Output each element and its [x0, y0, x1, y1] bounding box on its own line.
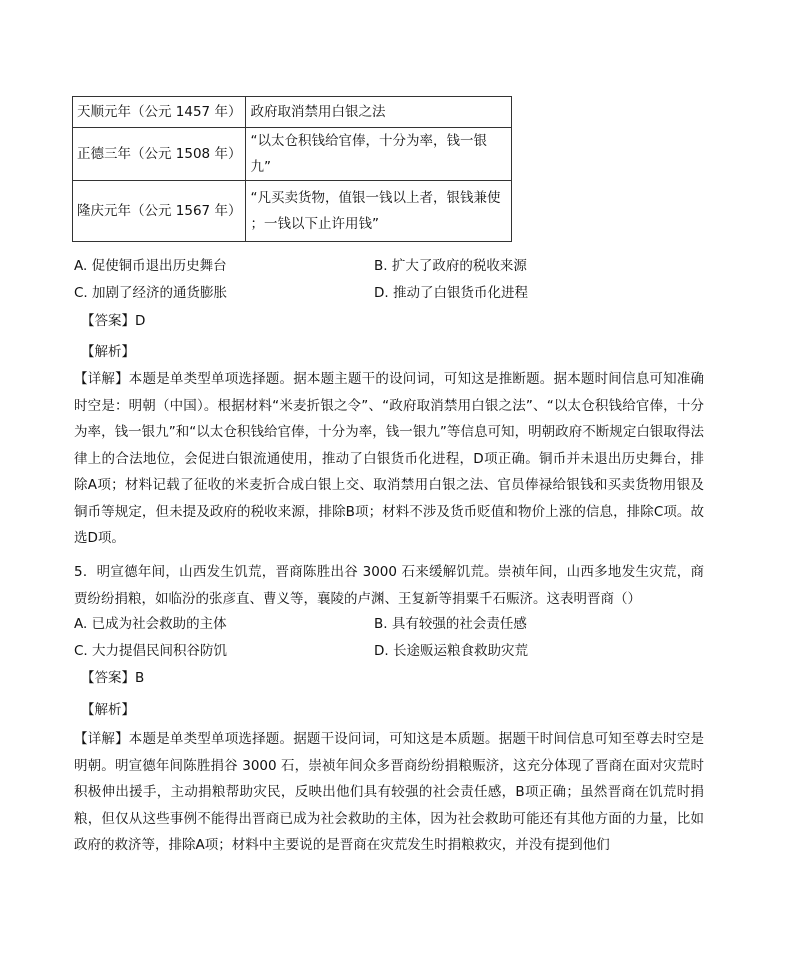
q4-option-b: B. 扩大了政府的税收来源	[374, 258, 527, 274]
q5-options	[74, 611, 714, 665]
table-cell-content	[246, 181, 512, 242]
option-row	[74, 280, 714, 307]
option-row	[74, 611, 714, 638]
table-cell-date: 隆庆元年（公元 1567 年）	[73, 181, 246, 242]
q5-analysis-label: 【解析】	[81, 702, 135, 718]
table-cell-date: 天顺元年（公元 1457 年）	[73, 97, 246, 128]
q5-explanation: 【详解】本题是单类型单项选择题。据题干设问词，可知这是本质题。据题干时间信息可知至尊去时空是明朝。明宣德年间陈胜捐谷 3000 石，崇祯年间众多晋商纷纷捐粮赈济，这充分体现了晋商在面对灾荒时积极伸出援手，主动捐粮帮助灾民，反映出他们具有较强的社会责任感，B项正确；虽然晋商在饥荒时捐粮，但仅从这些事例不能得出晋商已成为社会救助的主体，因为社会救助可能还有其他方面的力量，比如政府的救济等，排除A项；材料中主要说的是晋商在灾荒发生时捐粮救灾，并没有提到他们	[74, 731, 704, 853]
q5-answer: 【答案】B	[81, 670, 145, 686]
q4-answer: 【答案】D	[81, 313, 146, 329]
q4-option-a: A. 促使铜币退出历史舞台	[74, 258, 227, 274]
table-row	[73, 181, 512, 242]
q4-option-d: D. 推动了白银货币化进程	[374, 285, 528, 301]
table-cell-content	[246, 97, 512, 128]
q5-option-b: B. 具有较强的社会责任感	[374, 616, 527, 632]
material-table	[72, 96, 512, 242]
option-row	[74, 638, 714, 665]
table-cell-text: “以太仓积钱给官俸，十分为率，钱一银九”	[250, 133, 487, 175]
table-cell-date: 正德三年（公元 1508 年）	[73, 128, 246, 181]
q4-option-c: C. 加剧了经济的通货膨胀	[74, 285, 228, 301]
table-cell-text: ；一钱以下止许用钱”	[250, 216, 379, 232]
q4-options	[74, 253, 714, 307]
table-row	[73, 97, 512, 128]
q5-option-c: C. 大力提倡民间积谷防饥	[74, 643, 228, 659]
q5-option-a: A. 已成为社会救助的主体	[74, 616, 227, 632]
table-cell-text: “凡买卖货物，值银一钱以上者，银钱兼使	[250, 190, 501, 206]
q4-explanation: 【详解】本题是单类型单项选择题。据本题主题干的设问词，可知这是推断题。据本题时间信息可知准确时空是：明朝（中国）。根据材料“米麦折银之令”、“政府取消禁用白银之法”、“以太仓积钱给官俸，十分为率，钱一银九”和“以太仓积钱给官俸，十分为率，钱一银九”等信息可知，明朝政府不断规定白银取得法律上的合法地位，会促进白银流通使用，推动了白银货币化进程，D项正确。铜币并未退出历史舞台，排除A项；材料记载了征收的米麦折合成白银上交、取消禁用白银之法、官员俸禄给银钱和买卖货物用银及铜币等规定，但未提及政府的税收来源，排除B项；材料不涉及货币贬值和物价上涨的信息，排除C项。故选D项。	[74, 371, 704, 546]
table-cell-content	[246, 128, 512, 181]
table-cell-text: 政府取消禁用白银之法	[250, 104, 386, 120]
q5-option-d: D. 长途贩运粮食救助灾荒	[374, 643, 528, 659]
q4-analysis-label: 【解析】	[81, 344, 135, 360]
q5-stem: 5．明宣德年间，山西发生饥荒，晋商陈胜出谷 3000 石来缓解饥荒。崇祯年间，山西多地发生灾荒，商贾纷纷捐粮，如临汾的张彦直、曹义等，襄陵的卢渊、王复新等捐粟千石赈济。这表明晋商（）	[74, 564, 704, 607]
option-row	[74, 253, 714, 280]
table-row	[73, 128, 512, 181]
